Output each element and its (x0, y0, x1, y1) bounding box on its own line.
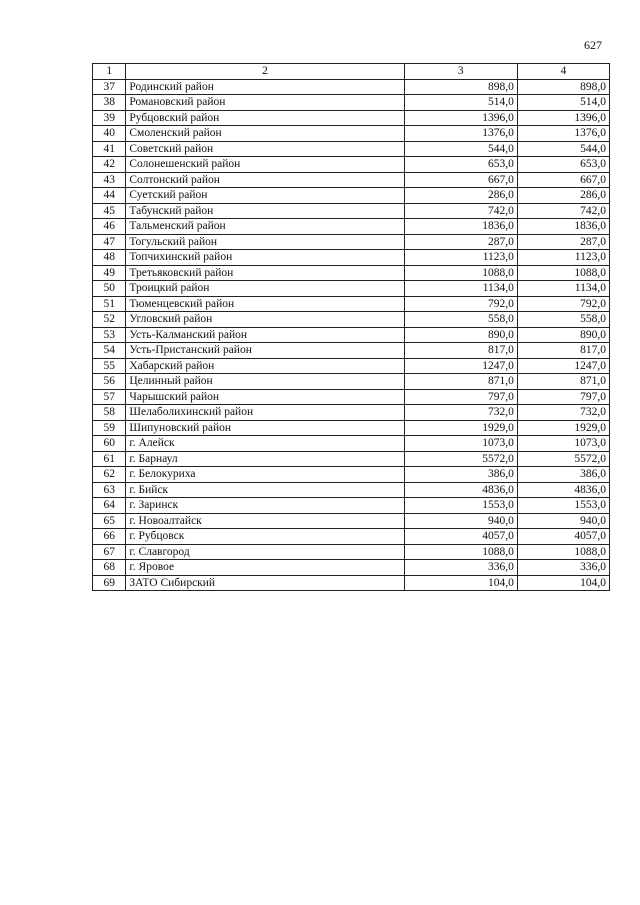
header-col-4: 4 (517, 64, 609, 80)
table-row (93, 575, 610, 591)
page-number: 627 (584, 38, 602, 52)
value-col-3: 4836,0 (404, 482, 517, 498)
value-col-3: 5572,0 (404, 451, 517, 467)
row-number: 64 (93, 498, 126, 514)
value-col-3: 1134,0 (404, 281, 517, 297)
row-number: 50 (93, 281, 126, 297)
table-row (93, 529, 610, 545)
table-row (93, 203, 610, 219)
value-col-3: 104,0 (404, 575, 517, 591)
territory-name: г. Яровое (126, 560, 404, 576)
header-col-3: 3 (404, 64, 517, 80)
row-number: 61 (93, 451, 126, 467)
value-col-3: 1088,0 (404, 265, 517, 281)
territory-name: Усть-Калманский район (126, 327, 404, 343)
row-number: 68 (93, 560, 126, 576)
value-col-3: 653,0 (404, 157, 517, 173)
table-body (93, 64, 610, 591)
row-number: 47 (93, 234, 126, 250)
row-number: 65 (93, 513, 126, 529)
value-col-3: 871,0 (404, 374, 517, 390)
territory-name: Чарышский район (126, 389, 404, 405)
territory-name: Троицкий район (126, 281, 404, 297)
value-col-3: 817,0 (404, 343, 517, 359)
table-row (93, 141, 610, 157)
row-number: 67 (93, 544, 126, 560)
value-col-4: 386,0 (517, 467, 609, 483)
table-row (93, 358, 610, 374)
value-col-4: 287,0 (517, 234, 609, 250)
row-number: 66 (93, 529, 126, 545)
row-number: 44 (93, 188, 126, 204)
value-col-4: 336,0 (517, 560, 609, 576)
row-number: 49 (93, 265, 126, 281)
table-row (93, 312, 610, 328)
table-row (93, 188, 610, 204)
value-col-3: 336,0 (404, 560, 517, 576)
row-number: 39 (93, 110, 126, 126)
value-col-3: 1396,0 (404, 110, 517, 126)
table-row (93, 467, 610, 483)
header-col-2: 2 (126, 64, 404, 80)
territory-name: Тюменцевский район (126, 296, 404, 312)
territory-name: Родинский район (126, 79, 404, 95)
table-row (93, 560, 610, 576)
table-row (93, 343, 610, 359)
territory-name: г. Славгород (126, 544, 404, 560)
value-col-3: 1073,0 (404, 436, 517, 452)
table-row (93, 498, 610, 514)
territory-name: Шелаболихинский район (126, 405, 404, 421)
row-number: 59 (93, 420, 126, 436)
table-row (93, 513, 610, 529)
territory-name: ЗАТО Сибирский (126, 575, 404, 591)
table-row (93, 374, 610, 390)
row-number: 48 (93, 250, 126, 266)
value-col-4: 1088,0 (517, 544, 609, 560)
table-row (93, 420, 610, 436)
value-col-4: 898,0 (517, 79, 609, 95)
territory-name: Тогульский район (126, 234, 404, 250)
value-col-3: 1376,0 (404, 126, 517, 142)
row-number: 45 (93, 203, 126, 219)
data-table (92, 63, 610, 591)
row-number: 42 (93, 157, 126, 173)
table-row (93, 281, 610, 297)
row-number: 52 (93, 312, 126, 328)
row-number: 69 (93, 575, 126, 591)
table-row (93, 157, 610, 173)
row-number: 55 (93, 358, 126, 374)
table-row (93, 172, 610, 188)
table-row (93, 451, 610, 467)
value-col-4: 544,0 (517, 141, 609, 157)
row-number: 51 (93, 296, 126, 312)
value-col-4: 286,0 (517, 188, 609, 204)
value-col-4: 1376,0 (517, 126, 609, 142)
value-col-4: 1123,0 (517, 250, 609, 266)
value-col-3: 1247,0 (404, 358, 517, 374)
table-row (93, 296, 610, 312)
table-row (93, 544, 610, 560)
value-col-4: 514,0 (517, 95, 609, 111)
value-col-4: 1929,0 (517, 420, 609, 436)
territory-name: Топчихинский район (126, 250, 404, 266)
value-col-3: 558,0 (404, 312, 517, 328)
table-row (93, 79, 610, 95)
territory-name: Табунский район (126, 203, 404, 219)
row-number: 56 (93, 374, 126, 390)
value-col-3: 1553,0 (404, 498, 517, 514)
table-row (93, 126, 610, 142)
value-col-4: 1134,0 (517, 281, 609, 297)
value-col-3: 286,0 (404, 188, 517, 204)
territory-name: Солтонский район (126, 172, 404, 188)
table-row (93, 250, 610, 266)
row-number: 53 (93, 327, 126, 343)
value-col-4: 1073,0 (517, 436, 609, 452)
table-header-row (93, 64, 610, 80)
territory-name: Советский район (126, 141, 404, 157)
value-col-4: 4057,0 (517, 529, 609, 545)
value-col-4: 1247,0 (517, 358, 609, 374)
territory-name: Рубцовский район (126, 110, 404, 126)
value-col-4: 558,0 (517, 312, 609, 328)
territory-name: г. Алейск (126, 436, 404, 452)
value-col-3: 514,0 (404, 95, 517, 111)
value-col-4: 5572,0 (517, 451, 609, 467)
row-number: 58 (93, 405, 126, 421)
value-col-3: 1088,0 (404, 544, 517, 560)
value-col-4: 653,0 (517, 157, 609, 173)
territory-name: Угловский район (126, 312, 404, 328)
territory-name: г. Бийск (126, 482, 404, 498)
row-number: 41 (93, 141, 126, 157)
value-col-4: 667,0 (517, 172, 609, 188)
row-number: 37 (93, 79, 126, 95)
value-col-3: 287,0 (404, 234, 517, 250)
territory-name: Тальменский район (126, 219, 404, 235)
territory-name: Третьяковский район (126, 265, 404, 281)
value-col-3: 940,0 (404, 513, 517, 529)
value-col-4: 742,0 (517, 203, 609, 219)
row-number: 43 (93, 172, 126, 188)
value-col-3: 732,0 (404, 405, 517, 421)
row-number: 40 (93, 126, 126, 142)
value-col-3: 1123,0 (404, 250, 517, 266)
territory-name: г. Новоалтайск (126, 513, 404, 529)
row-number: 60 (93, 436, 126, 452)
value-col-4: 792,0 (517, 296, 609, 312)
value-col-4: 1088,0 (517, 265, 609, 281)
territory-name: Солонешенский район (126, 157, 404, 173)
territory-name: г. Рубцовск (126, 529, 404, 545)
territory-name: Усть-Пристанский район (126, 343, 404, 359)
value-col-3: 797,0 (404, 389, 517, 405)
table-row (93, 482, 610, 498)
row-number: 46 (93, 219, 126, 235)
value-col-4: 797,0 (517, 389, 609, 405)
value-col-4: 871,0 (517, 374, 609, 390)
territory-name: Целинный район (126, 374, 404, 390)
table-row (93, 234, 610, 250)
territory-name: Шипуновский район (126, 420, 404, 436)
table-row (93, 219, 610, 235)
value-col-3: 667,0 (404, 172, 517, 188)
value-col-4: 1836,0 (517, 219, 609, 235)
value-col-4: 817,0 (517, 343, 609, 359)
table-row (93, 405, 610, 421)
value-col-3: 890,0 (404, 327, 517, 343)
table-row (93, 265, 610, 281)
value-col-3: 792,0 (404, 296, 517, 312)
value-col-3: 544,0 (404, 141, 517, 157)
table-row (93, 95, 610, 111)
value-col-3: 898,0 (404, 79, 517, 95)
table-row (93, 327, 610, 343)
value-col-4: 1396,0 (517, 110, 609, 126)
territory-name: Романовский район (126, 95, 404, 111)
row-number: 38 (93, 95, 126, 111)
value-col-4: 4836,0 (517, 482, 609, 498)
value-col-4: 1553,0 (517, 498, 609, 514)
value-col-4: 104,0 (517, 575, 609, 591)
value-col-3: 742,0 (404, 203, 517, 219)
territory-name: г. Барнаул (126, 451, 404, 467)
header-col-1: 1 (93, 64, 126, 80)
value-col-3: 4057,0 (404, 529, 517, 545)
territory-name: Хабарский район (126, 358, 404, 374)
row-number: 57 (93, 389, 126, 405)
territory-name: г. Заринск (126, 498, 404, 514)
value-col-3: 1929,0 (404, 420, 517, 436)
value-col-4: 732,0 (517, 405, 609, 421)
value-col-3: 1836,0 (404, 219, 517, 235)
territory-name: Смоленский район (126, 126, 404, 142)
value-col-4: 890,0 (517, 327, 609, 343)
territory-name: г. Белокуриха (126, 467, 404, 483)
row-number: 54 (93, 343, 126, 359)
table-row (93, 436, 610, 452)
territory-name: Суетский район (126, 188, 404, 204)
value-col-4: 940,0 (517, 513, 609, 529)
table-row (93, 389, 610, 405)
value-col-3: 386,0 (404, 467, 517, 483)
row-number: 63 (93, 482, 126, 498)
table-row (93, 110, 610, 126)
row-number: 62 (93, 467, 126, 483)
